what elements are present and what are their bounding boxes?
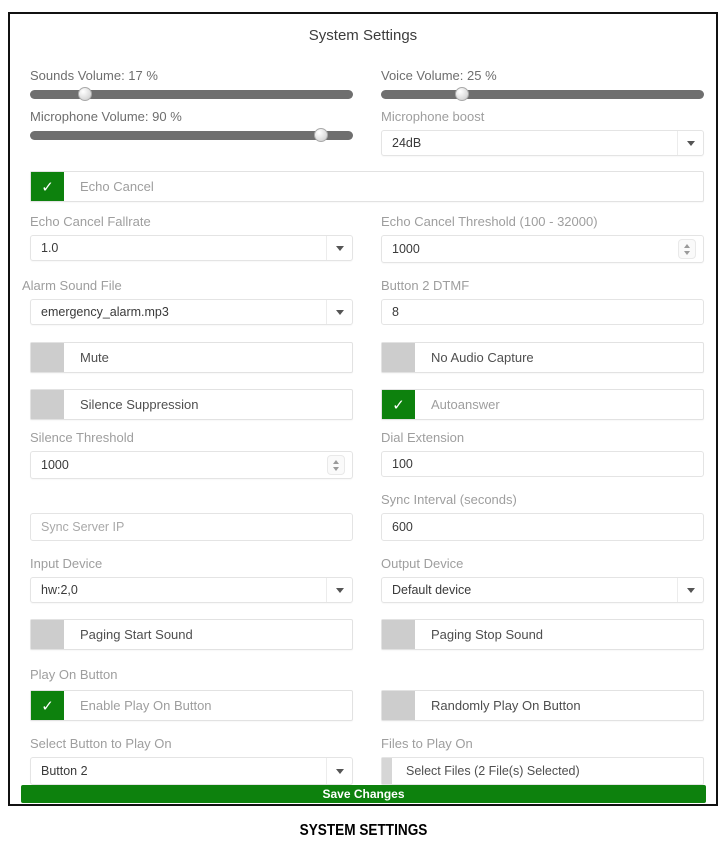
play-select-row	[30, 736, 704, 785]
checkbox-unchecked-icon	[382, 691, 415, 720]
check-icon: ✓	[31, 172, 64, 201]
chevron-down-icon	[326, 758, 352, 784]
voice-volume-slider[interactable]	[381, 90, 704, 99]
slider-thumb[interactable]	[455, 87, 469, 101]
page-caption: SYSTEM SETTINGS	[299, 822, 428, 839]
number-spinner[interactable]	[675, 239, 699, 259]
chevron-down-icon	[326, 578, 352, 602]
input-device-group	[30, 556, 353, 603]
slider-thumb[interactable]	[314, 128, 328, 142]
input-device-label: Input Device	[30, 556, 103, 571]
device-row	[30, 556, 704, 603]
chevron-down-icon	[326, 236, 352, 260]
enable-play-on-button-label: Enable Play On Button	[80, 698, 212, 713]
output-device-label: Output Device	[381, 556, 464, 571]
file-input-strip	[382, 758, 392, 784]
microphone-boost-value: 24dB	[392, 136, 422, 150]
sounds-volume-label: Sounds Volume: 17 %	[30, 68, 158, 83]
dial-extension-label: Dial Extension	[381, 430, 465, 445]
spinner-up-icon[interactable]	[684, 244, 690, 248]
checkbox-unchecked-icon	[31, 390, 64, 419]
sliders-row	[30, 68, 704, 156]
paging-row	[30, 619, 704, 650]
alarm-file-select[interactable]	[30, 299, 353, 325]
sync-server-group	[30, 513, 353, 541]
no-audio-capture-checkbox[interactable]	[381, 342, 704, 373]
mute-checkbox[interactable]	[30, 342, 353, 373]
files-to-play-group	[381, 736, 704, 785]
input-device-value: hw:2,0	[41, 583, 78, 597]
right-slider-col	[381, 68, 704, 156]
silence-suppression-label: Silence Suppression	[80, 397, 199, 412]
mute-row	[30, 342, 704, 373]
system-settings-panel	[8, 12, 718, 806]
sync-interval-label: Sync Interval (seconds)	[381, 492, 517, 507]
spinner-down-icon[interactable]	[684, 251, 690, 255]
sync-interval-group	[381, 492, 704, 541]
files-to-play-label: Files to Play On	[381, 736, 473, 751]
alarm-file-label: Alarm Sound File	[22, 278, 122, 293]
echo-cancel-label: Echo Cancel	[80, 179, 154, 194]
left-slider-col	[30, 68, 353, 156]
paging-start-checkbox[interactable]	[30, 619, 353, 650]
mute-label: Mute	[80, 350, 109, 365]
paging-start-label: Paging Start Sound	[80, 627, 193, 642]
button2-dtmf-input[interactable]	[381, 299, 704, 325]
echo-cancel-row	[30, 171, 704, 202]
select-button-label: Select Button to Play On	[30, 736, 172, 751]
slider-thumb[interactable]	[78, 87, 92, 101]
echo-fallrate-group	[30, 214, 353, 263]
randomly-play-on-button-label: Randomly Play On Button	[431, 698, 581, 713]
sync-interval-input[interactable]	[381, 513, 704, 541]
button2-dtmf-group	[381, 278, 704, 325]
no-audio-capture-label: No Audio Capture	[431, 350, 534, 365]
output-device-group	[381, 556, 704, 603]
silence-threshold-input[interactable]	[30, 451, 353, 479]
number-spinner[interactable]	[324, 455, 348, 475]
checkbox-unchecked-icon	[382, 620, 415, 649]
echo-settings-row	[30, 214, 704, 263]
suppression-row	[30, 389, 704, 420]
select-button-select[interactable]	[30, 757, 353, 785]
select-files-button-label: Select Files (2 File(s) Selected)	[406, 764, 580, 778]
echo-fallrate-label: Echo Cancel Fallrate	[30, 214, 151, 229]
spinner-up-icon[interactable]	[333, 460, 339, 464]
microphone-boost-select[interactable]	[381, 130, 704, 156]
spinner-down-icon[interactable]	[333, 467, 339, 471]
chevron-down-icon	[677, 131, 703, 155]
settings-form	[10, 44, 716, 785]
save-changes-button[interactable]: Save Changes	[21, 785, 706, 803]
alarm-dtmf-row	[22, 278, 704, 325]
dial-extension-group	[381, 430, 704, 479]
microphone-volume-slider[interactable]	[30, 131, 353, 140]
echo-threshold-value: 1000	[392, 242, 420, 256]
silence-threshold-label: Silence Threshold	[30, 430, 134, 445]
check-icon: ✓	[31, 691, 64, 720]
silence-suppression-checkbox[interactable]	[30, 389, 353, 420]
output-device-value: Default device	[392, 583, 472, 597]
check-icon: ✓	[382, 390, 415, 419]
sync-row	[30, 492, 704, 541]
microphone-volume-label: Microphone Volume: 90 %	[30, 109, 182, 124]
autoanswer-label: Autoanswer	[431, 397, 500, 412]
sync-server-ip-input[interactable]	[30, 513, 353, 541]
echo-threshold-input[interactable]	[381, 235, 704, 263]
page-title: System Settings	[308, 27, 418, 44]
output-device-select[interactable]	[381, 577, 704, 603]
alarm-file-value: emergency_alarm.mp3	[41, 305, 169, 319]
echo-fallrate-select[interactable]	[30, 235, 353, 261]
select-button-group	[30, 736, 353, 785]
button2-dtmf-label: Button 2 DTMF	[381, 278, 470, 293]
checkbox-unchecked-icon	[31, 343, 64, 372]
echo-threshold-label: Echo Cancel Threshold (100 - 32000)	[381, 214, 598, 229]
select-button-value: Button 2	[41, 764, 88, 778]
threshold-extension-row	[30, 430, 704, 479]
select-files-button[interactable]	[381, 757, 704, 785]
echo-fallrate-value: 1.0	[41, 241, 59, 255]
echo-threshold-group	[381, 214, 704, 263]
paging-stop-label: Paging Stop Sound	[431, 627, 544, 642]
checkbox-unchecked-icon	[382, 343, 415, 372]
microphone-boost-label: Microphone boost	[381, 109, 485, 124]
randomly-play-on-button-checkbox[interactable]	[381, 690, 704, 721]
checkbox-unchecked-icon	[31, 620, 64, 649]
autoanswer-checkbox[interactable]	[381, 389, 704, 420]
play-enable-row	[30, 690, 704, 721]
chevron-down-icon	[677, 578, 703, 602]
alarm-file-group	[22, 278, 353, 325]
enable-play-on-button-checkbox[interactable]	[30, 690, 353, 721]
play-on-button-section-label: Play On Button	[30, 667, 118, 682]
echo-cancel-checkbox[interactable]	[30, 171, 704, 202]
dial-extension-input[interactable]	[381, 451, 704, 477]
input-device-select[interactable]	[30, 577, 353, 603]
paging-stop-checkbox[interactable]	[381, 619, 704, 650]
chevron-down-icon	[326, 300, 352, 324]
voice-volume-label: Voice Volume: 25 %	[381, 68, 497, 83]
sounds-volume-slider[interactable]	[30, 90, 353, 99]
silence-threshold-group	[30, 430, 353, 479]
silence-threshold-value: 1000	[41, 458, 69, 472]
